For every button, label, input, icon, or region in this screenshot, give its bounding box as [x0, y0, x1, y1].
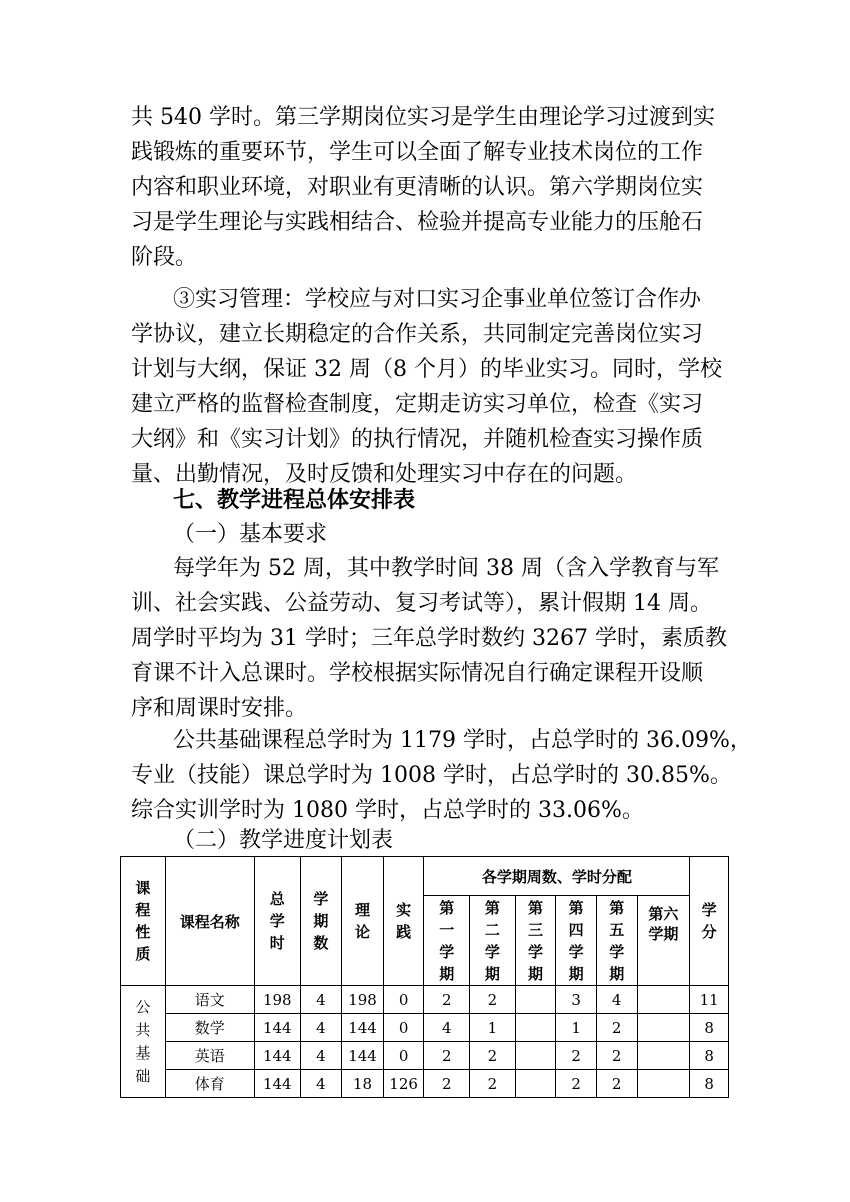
header-sem1: 第一学期 [424, 896, 470, 986]
header-semester-distribution: 各学期周数、学时分配 [424, 857, 690, 896]
text-line: 共 540 学时。第三学期岗位实习是学生由理论学习过渡到实 [131, 105, 715, 130]
header-weeks: 学期数 [300, 857, 342, 986]
sem4-cell: 2 [556, 1042, 597, 1070]
practice-cell: 0 [383, 1042, 424, 1070]
paragraph-basic-requirements [131, 551, 731, 726]
table-row [121, 1042, 729, 1070]
theory-cell: 198 [342, 986, 384, 1014]
credits-cell: 8 [690, 1070, 729, 1098]
sem4-cell: 1 [556, 1014, 597, 1042]
table-row [121, 986, 729, 1014]
text-line: 内容和职业环境，对职业有更清晰的认识。第六学期岗位实 [131, 175, 704, 200]
text-line: 专业（技能）课总学时为 1008 学时，占总学时的 30.85%。 [131, 763, 732, 788]
paragraph-internship-management [131, 282, 731, 492]
course-name-cell: 英语 [165, 1042, 254, 1070]
text-line: 大纲》和《实习计划》的执行情况，并随机检查实习操作质 [131, 427, 704, 452]
sem2-cell: 1 [470, 1014, 516, 1042]
table-row [121, 1014, 729, 1042]
header-sem2: 第二学期 [470, 896, 516, 986]
text-line: 践锻炼的重要环节，学生可以全面了解专业技术岗位的工作 [131, 140, 704, 165]
practice-cell: 126 [383, 1070, 424, 1098]
sem3-cell [515, 1014, 556, 1042]
credits-cell: 8 [690, 1014, 729, 1042]
sem5-cell: 4 [596, 986, 637, 1014]
sem5-cell: 2 [596, 1042, 637, 1070]
table-row [121, 1070, 729, 1098]
table-header-row [121, 857, 729, 896]
sem1-cell: 2 [424, 1042, 470, 1070]
header-course-type: 课程性质 [121, 857, 166, 986]
header-course-name: 课程名称 [165, 857, 254, 986]
sem6-cell [637, 1070, 690, 1098]
text-line: ③实习管理：学校应与对口实习企事业单位签订合作办 [173, 287, 702, 312]
sem6-cell [637, 986, 690, 1014]
sem4-cell: 2 [556, 1070, 597, 1098]
section-heading: 七、教学进程总体安排表 [173, 488, 416, 513]
text-line: 阶段。 [131, 245, 198, 270]
sem1-cell: 4 [424, 1014, 470, 1042]
header-credits: 学分 [690, 857, 729, 986]
text-line: 综合实训学时为 1080 学时，占总学时的 33.06%。 [131, 798, 644, 823]
total-hours-cell: 144 [254, 1070, 300, 1098]
weeks-cell: 4 [300, 1042, 342, 1070]
sem1-cell: 2 [424, 1070, 470, 1098]
sem6-cell [637, 1042, 690, 1070]
text-line: 育课不计入总课时。学校根据实际情况自行确定课程开设顺 [131, 661, 704, 686]
subsection-heading: （一）基本要求 [173, 522, 328, 547]
text-line: 量、出勤情况，及时反馈和处理实习中存在的问题。 [131, 462, 638, 487]
weeks-cell: 4 [300, 1070, 342, 1098]
sem1-cell: 2 [424, 986, 470, 1014]
credits-cell: 8 [690, 1042, 729, 1070]
sem4-cell: 3 [556, 986, 597, 1014]
header-sem6: 第六学期 [637, 896, 690, 986]
weeks-cell: 4 [300, 1014, 342, 1042]
total-hours-cell: 144 [254, 1042, 300, 1070]
sem5-cell: 2 [596, 1014, 637, 1042]
text-line: 每学年为 52 周，其中教学时间 38 周（含入学教育与军 [173, 556, 719, 581]
course-type-cell: 公共基础 [121, 986, 166, 1098]
text-line: 公共基础课程总学时为 1179 学时，占总学时的 36.09%， [173, 728, 752, 753]
paragraph-internship-stages [131, 100, 731, 275]
total-hours-cell: 198 [254, 986, 300, 1014]
sem2-cell: 2 [470, 1042, 516, 1070]
sem3-cell [515, 986, 556, 1014]
text-line: 训、社会实践、公益劳动、复习考试等），累计假期 14 周。 [131, 591, 712, 616]
header-total-hours: 总学时 [254, 857, 300, 986]
course-name-cell: 语文 [165, 986, 254, 1014]
header-practice: 实践 [383, 857, 424, 986]
text-line: 建立严格的监督检查制度，定期走访实习单位，检查《实习 [131, 392, 704, 417]
theory-cell: 18 [342, 1070, 384, 1098]
subsection-heading: （二）教学进度计划表 [173, 828, 394, 853]
sem3-cell [515, 1042, 556, 1070]
header-sem5: 第五学期 [596, 896, 637, 986]
sem5-cell: 2 [596, 1070, 637, 1098]
credits-cell: 11 [690, 986, 729, 1014]
header-sem4: 第四学期 [556, 896, 597, 986]
practice-cell: 0 [383, 986, 424, 1014]
theory-cell: 144 [342, 1042, 384, 1070]
text-line: 周学时平均为 31 学时；三年总学时数约 3267 学时，素质教 [131, 626, 727, 651]
text-line: 学协议，建立长期稳定的合作关系，共同制定完善岗位实习 [131, 322, 704, 347]
text-line: 习是学生理论与实践相结合、检验并提高专业能力的压舱石 [131, 210, 704, 235]
text-line: 序和周课时安排。 [131, 696, 308, 721]
paragraph-hour-ratios [131, 723, 752, 828]
text-line: 计划与大纲，保证 32 周（8 个月）的毕业实习。同时，学校 [131, 357, 722, 382]
sem3-cell [515, 1070, 556, 1098]
course-name-cell: 体育 [165, 1070, 254, 1098]
teaching-plan-table [120, 856, 729, 1098]
sem2-cell: 2 [470, 1070, 516, 1098]
theory-cell: 144 [342, 1014, 384, 1042]
sem6-cell [637, 1014, 690, 1042]
practice-cell: 0 [383, 1014, 424, 1042]
sem2-cell: 2 [470, 986, 516, 1014]
header-sem3: 第三学期 [515, 896, 556, 986]
total-hours-cell: 144 [254, 1014, 300, 1042]
header-theory: 理论 [342, 857, 384, 986]
weeks-cell: 4 [300, 986, 342, 1014]
course-name-cell: 数学 [165, 1014, 254, 1042]
